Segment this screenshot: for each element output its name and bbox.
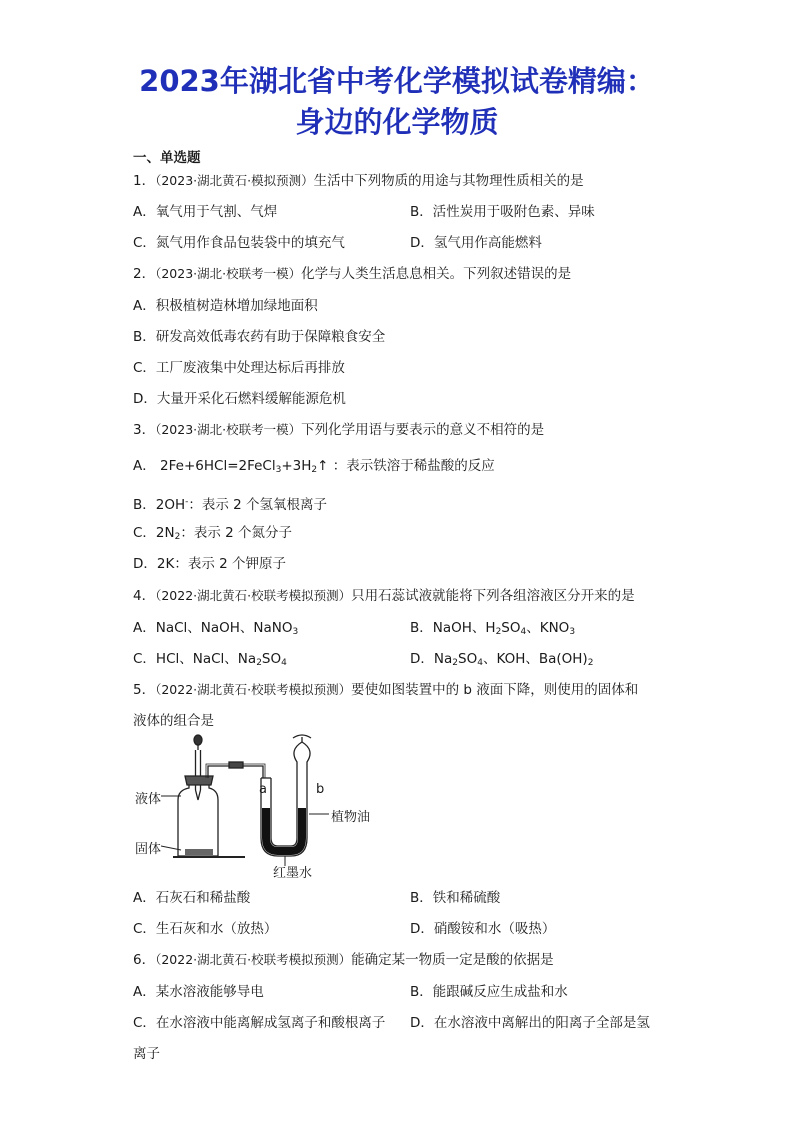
solid-particles: [185, 849, 213, 855]
q6-option-c: C．在水溶液中能离解成氢离子和酸根离子: [133, 1015, 386, 1031]
q5-option-b: B．铁和稀硫酸: [410, 890, 501, 906]
q1-option-b: B．活性炭用于吸附色素、异味: [410, 204, 595, 220]
q6-option-d-cont: 离子: [133, 1046, 160, 1062]
apparatus-figure: [133, 728, 393, 880]
q5-option-a: A．石灰石和稀盐酸: [133, 890, 251, 906]
q1-option-c: C．氮气用作食品包装袋中的填充气: [133, 235, 345, 251]
label-vegetable-oil: 植物油: [331, 810, 371, 825]
apparatus-diagram: [133, 728, 393, 880]
question-5-stem: 5．（2022·湖北黄石·校联考模拟预测）要使如图装置中的 b 液面下降，则使用的固体和: [133, 682, 639, 698]
question-6-stem: 6．（2022·湖北黄石·校联考模拟预测）能确定某一物质一定是酸的依据是: [133, 952, 554, 968]
label-solid: 固体: [135, 842, 162, 857]
question-3-stem: 3．（2023·湖北·校联考一模）下列化学用语与要表示的意义不相符的是: [133, 422, 545, 438]
label-liquid: 液体: [135, 792, 162, 807]
label-b: b: [316, 782, 325, 797]
question-5-stem-cont: 液体的组合是: [133, 713, 214, 729]
question-2-stem: 2．（2023·湖北·校联考一模）化学与人类生活息息相关。下列叙述错误的是: [133, 266, 572, 282]
q2-option-b: B．研发高效低毒农药有助于保障粮食安全: [133, 329, 386, 345]
q6-option-b: B．能跟碱反应生成盐和水: [410, 984, 568, 1000]
q5-option-d: D．硝酸铵和水（吸热）: [410, 921, 556, 937]
q3-option-b: B．2OH-：表示 2 个氢氧根离子: [133, 497, 328, 513]
q4-option-d: D．$Na_2SO_4$、KOH、$Ba(OH)_2$: [410, 651, 594, 668]
q3-option-c: C．$2N_2$：表示 2 个氮分子: [133, 525, 293, 542]
q6-option-d: D．在水溶液中离解出的阳离子全部是氢: [410, 1015, 650, 1031]
q4-option-a: A．NaCl、NaOH、NaNO$_3$: [133, 620, 299, 637]
q2-option-d: D．大量开采化石燃料缓解能源危机: [133, 391, 346, 407]
section-heading: 一、单选题: [133, 150, 201, 166]
q6-option-a: A．某水溶液能够导电: [133, 984, 264, 1000]
q4-option-b: B．NaOH、$H_2SO_4$、$KNO_3$: [410, 620, 576, 637]
question-4-stem: 4．（2022·湖北黄石·校联考模拟预测）只用石蕊试液就能将下列各组溶液区分开来的是: [133, 588, 635, 604]
q1-option-d: D．氢气用作高能燃料: [410, 235, 542, 251]
label-red-ink: 红墨水: [273, 866, 313, 881]
label-a: a: [259, 782, 267, 797]
q4-option-c: C．HCl、NaCl、$Na_2SO_4$: [133, 651, 287, 668]
q2-option-a: A．积极植树造林增加绿地面积: [133, 298, 318, 314]
q3-option-a: A． $2Fe+6HCl=2FeCl_3+3H_2↑$ ：表示铁溶于稀盐酸的反应: [133, 458, 495, 475]
q5-option-c: C．生石灰和水（放热）: [133, 921, 278, 937]
document-title-line2: 身边的化学物质: [295, 105, 499, 139]
q3-option-d: D．2K：表示 2 个钾原子: [133, 556, 287, 572]
question-1-stem: 1．（2023·湖北黄石·模拟预测）生活中下列物质的用途与其物理性质相关的是: [133, 173, 584, 189]
document-title-line1: 2023年湖北省中考化学模拟试卷精编：: [139, 64, 655, 98]
q1-option-a: A．氧气用于气割、气焊: [133, 204, 278, 220]
q2-option-c: C．工厂废液集中处理达标后再排放: [133, 360, 345, 376]
